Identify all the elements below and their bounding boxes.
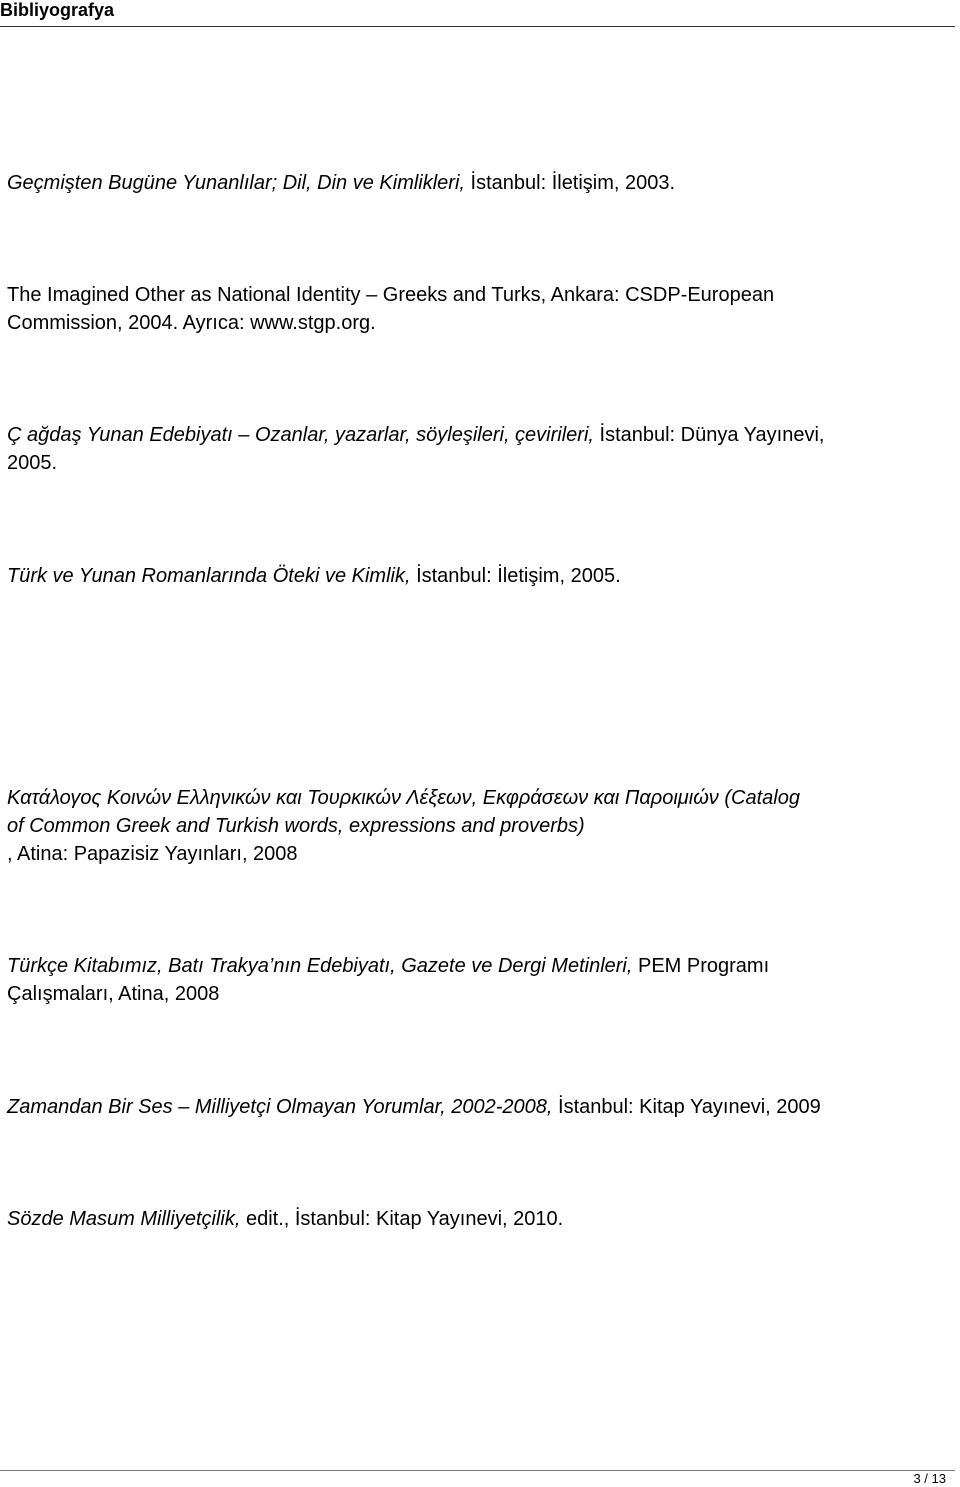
entry-title: Türkçe Kitabımız, Batı Trakya’nın Edebiyatı, Gazete ve Dergi Metinleri, [7,955,633,977]
entry-publication-info: İstanbul: İletişim, 2005. [410,565,621,587]
bibliography-entry [7,784,800,868]
entry-publication-info: İstanbul: Kitap Yayınevi, 2009 [552,1096,821,1118]
bibliography-entry [7,1093,821,1121]
entry-line [7,1093,821,1121]
entry-line [7,449,824,477]
entry-line [7,421,824,449]
entry-line [7,840,800,868]
bibliography-entry [7,421,824,477]
entry-line [7,1205,563,1233]
entry-publication-info: PEM Programı [632,955,770,977]
entry-publication-info: , Atina: Papazisiz Yayınları, 2008 [7,843,298,865]
bibliography-entry [7,169,675,197]
entry-line [7,812,800,840]
entry-line [7,309,774,337]
entry-line [7,562,621,590]
bibliography-entry [7,281,774,337]
entry-publication-info: Çalışmaları, Atina, 2008 [7,983,220,1005]
page-title: Bibliyografya [0,0,115,20]
page-number: 3 / 13 [913,1471,946,1486]
entry-line [7,281,774,309]
entry-line [7,980,769,1008]
entry-publication-info: İstanbul: İletişim, 2003. [464,172,676,194]
entry-title: Ç ağdaş Yunan Edebiyatı – Ozanlar, yazarlar, söyleşileri, çevirileri, [7,424,594,446]
entry-title: Κατάλογος Κοινών Ελληνικών και Τουρκικών Λέξεων, Εκφράσεων και Παροιμιών (Catalog [7,787,800,809]
entry-publication-info: edit., İstanbul: Kitap Yayınevi, 2010. [240,1208,564,1230]
entry-title: The Imagined Other as National Identity – Greeks and Turks, Ankara: CSDP-European [7,284,775,306]
header-divider [0,26,955,27]
entry-publication-info: 2005. [7,452,58,474]
entry-line [7,952,769,980]
bibliography-entry [7,952,769,1008]
entry-title: of Common Greek and Turkish words, expressions and proverbs) [7,815,585,837]
entry-title: Sözde Masum Milliyetçilik, [7,1208,241,1230]
footer-divider [0,1470,955,1471]
entry-title: Zamandan Bir Ses – Milliyetçi Olmayan Yorumlar, 2002-2008, [7,1096,553,1118]
entry-title: Geçmişten Bugüne Yunanlılar; Dil, Din ve Kimlikleri, [7,172,465,194]
entry-publication-info: Commission, 2004. Ayrıca: www.stgp.org. [7,312,376,334]
entry-line [7,169,675,197]
bibliography-entry [7,1205,563,1233]
entry-title: Türk ve Yunan Romanlarında Öteki ve Kimlik, [7,565,411,587]
entry-line [7,784,800,812]
bibliography-entry [7,562,621,590]
entry-publication-info: İstanbul: Dünya Yayınevi, [593,424,825,446]
